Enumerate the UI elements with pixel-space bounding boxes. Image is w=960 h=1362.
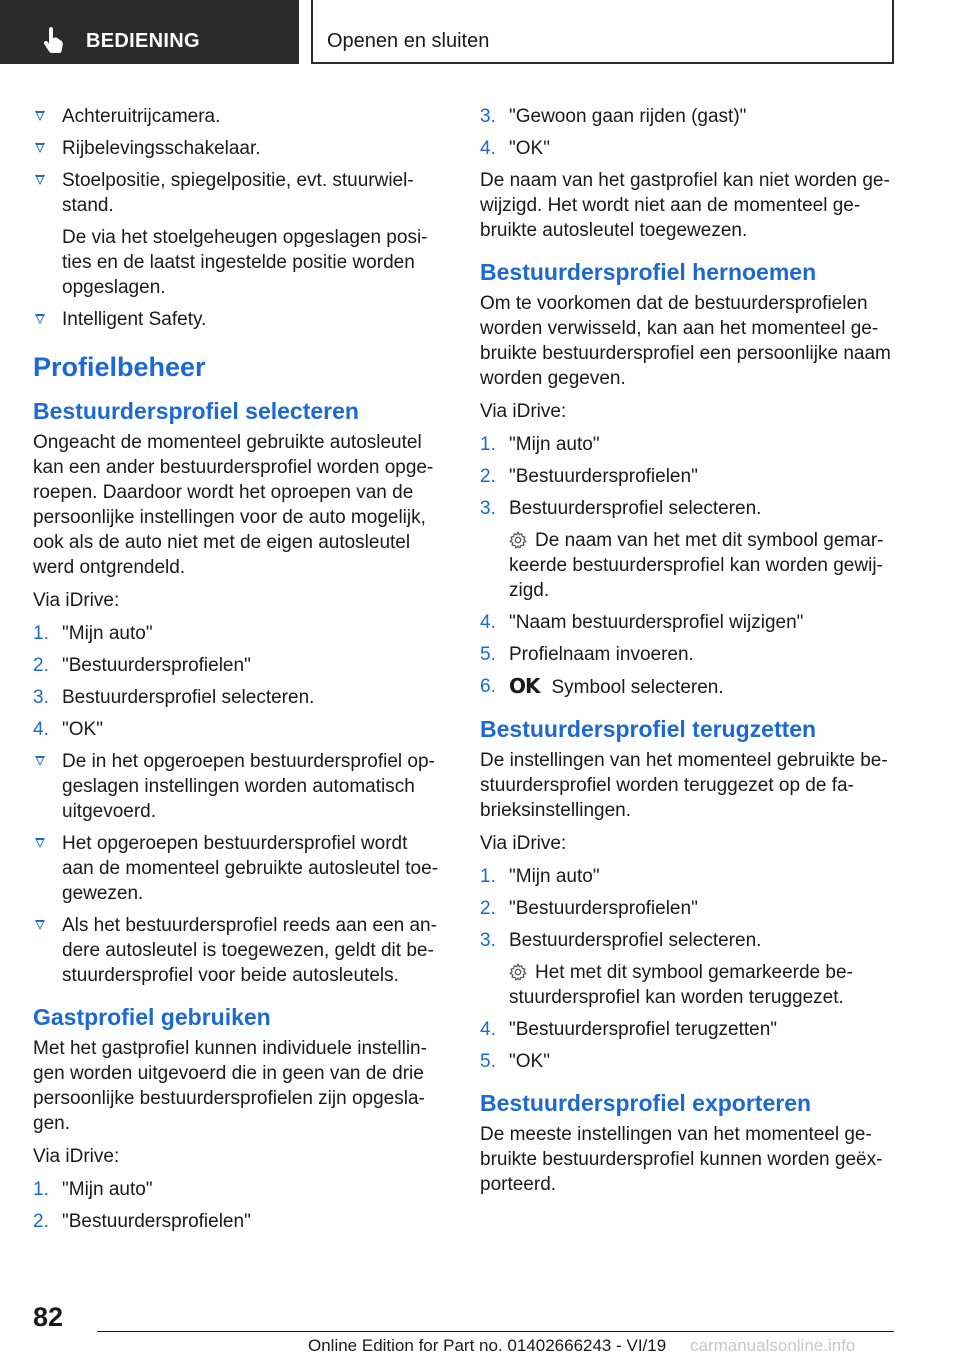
step-item <box>33 1177 441 1202</box>
gear-icon <box>509 963 527 981</box>
list-item-subtext: De via het stoelgeheugen opgeslagen posi-ties en de laatst ingestelde positie worden opgeslagen. <box>62 227 428 298</box>
step-text: Bestuurdersprofiel selecteren. <box>509 930 762 951</box>
step-item <box>480 136 894 161</box>
bullet-triangle-icon <box>35 175 45 185</box>
list-item <box>33 307 441 332</box>
step-item <box>480 1049 894 1074</box>
step-item <box>480 642 894 667</box>
heading-profiel-terugzetten: Bestuurdersprofiel terugzetten <box>480 716 817 742</box>
page-number: 82 <box>33 1302 64 1332</box>
step-number: 4. <box>480 138 496 159</box>
chapter-header <box>311 0 894 64</box>
list-item-text: De in het opgeroepen bestuurdersprofiel op-geslagen instellingen worden automatisch uitgevoerd. <box>62 751 435 822</box>
step-note <box>480 960 894 1010</box>
via-idrive-label: Via iDrive: <box>33 590 120 611</box>
list-item <box>33 831 441 906</box>
step-text: Symbool selecteren. <box>551 677 724 698</box>
list-item-text: Intelligent Safety. <box>62 309 207 330</box>
step-item <box>33 685 441 710</box>
list-item-text: Het opgeroepen bestuurdersprofiel wordt aan de momenteel gebruikte autosleutel toe-gewezen. <box>62 833 439 904</box>
list-item <box>33 913 441 988</box>
step-text: "Bestuurdersprofielen" <box>509 466 698 487</box>
paragraph: De instellingen van het momenteel gebruikte be-stuurdersprofiel worden teruggezet op de fa-brieksinstellingen. <box>480 750 888 821</box>
step-text: "OK" <box>509 138 550 159</box>
heading-gastprofiel: Gastprofiel gebruiken <box>33 1004 271 1030</box>
step-number: 3. <box>33 687 49 708</box>
step-number: 2. <box>33 1211 49 1232</box>
step-number: 3. <box>480 930 496 951</box>
step-item <box>480 496 894 521</box>
step-item <box>480 464 894 489</box>
paragraph: Ongeacht de momenteel gebruikte autosleutel kan een ander bestuurdersprofiel worden opge-roepen. Daardoor wordt het oproepen van de persoonlijke instellingen voor de auto mogelijk, ook als de auto niet met de eigen autosleutel werd ontgrendeld. <box>33 432 434 578</box>
step-number: 6. <box>480 676 496 697</box>
paragraph: De naam van het gastprofiel kan niet worden ge-wijzigd. Het wordt niet aan de momenteel ge-bruikte autosleutel toegewezen. <box>480 170 890 241</box>
step-number: 4. <box>33 719 49 740</box>
step-text: "Bestuurdersprofiel terugzetten" <box>509 1019 778 1040</box>
via-idrive-label: Via iDrive: <box>480 401 567 422</box>
step-text: "Mijn auto" <box>509 866 600 887</box>
step-number: 4. <box>480 612 496 633</box>
step-text: "Naam bestuurdersprofiel wijzigen" <box>509 612 804 633</box>
step-item <box>480 928 894 953</box>
step-text: Bestuurdersprofiel selecteren. <box>62 687 315 708</box>
heading-profiel-exporteren: Bestuurdersprofiel exporteren <box>480 1090 812 1116</box>
paragraph: Om te voorkomen dat de bestuurdersprofielen worden verwisseld, kan aan het momenteel ge-bruikte bestuurdersprofiel een persoonlijke naam worden gegeven. <box>480 293 891 389</box>
step-item <box>480 1017 894 1042</box>
heading-profielbeheer: Profielbeheer <box>33 352 206 382</box>
step-note-text: De naam van het met dit symbool gemar-keerde bestuurdersprofiel kan worden gewij-zigd. <box>509 530 884 601</box>
list-item <box>33 168 441 218</box>
step-text: "Bestuurdersprofielen" <box>62 655 251 676</box>
list-item <box>33 749 441 824</box>
list-item <box>33 136 441 161</box>
step-item <box>480 674 894 700</box>
step-item <box>33 717 441 742</box>
chapter-title: Openen en sluiten <box>327 30 490 52</box>
left-column <box>33 104 441 1241</box>
step-number: 3. <box>480 106 496 127</box>
step-item <box>33 621 441 646</box>
list-item-text: Rijbelevingsschakelaar. <box>62 138 261 159</box>
step-number: 1. <box>33 623 49 644</box>
heading-profiel-selecteren: Bestuurdersprofiel selecteren <box>33 398 359 424</box>
footer-edition: Online Edition for Part no. 01402666243 - VI/19 <box>308 1336 667 1355</box>
step-text: "Gewoon gaan rijden (gast)" <box>509 106 747 127</box>
step-text: "Bestuurdersprofielen" <box>509 898 698 919</box>
step-number: 1. <box>33 1179 49 1200</box>
via-idrive-label: Via iDrive: <box>480 833 567 854</box>
step-item <box>480 104 894 129</box>
step-item <box>480 864 894 889</box>
step-text: "Mijn auto" <box>62 1179 153 1200</box>
step-number: 1. <box>480 866 496 887</box>
heading-profiel-hernoemen: Bestuurdersprofiel hernoemen <box>480 259 817 285</box>
step-note <box>480 528 894 603</box>
step-text: "OK" <box>62 719 103 740</box>
paragraph: De meeste instellingen van het momenteel ge-bruikte bestuurdersprofiel kunnen worden geëx-porteerd. <box>480 1124 883 1195</box>
list-item-text: Als het bestuurdersprofiel reeds aan een an-dere autosleutel is toegewezen, geldt dit be-stuurdersprofiel voor beide autosleutels. <box>62 915 437 986</box>
step-number: 5. <box>480 1051 496 1072</box>
step-number: 1. <box>480 434 496 455</box>
list-item-text: Stoelpositie, spiegelpositie, evt. stuurwiel-stand. <box>62 170 414 216</box>
step-number: 2. <box>33 655 49 676</box>
section-tab <box>0 0 299 64</box>
step-text: "Mijn auto" <box>62 623 153 644</box>
step-item <box>33 653 441 678</box>
step-number: 3. <box>480 498 496 519</box>
step-text: Profielnaam invoeren. <box>509 644 694 665</box>
bullet-triangle-icon <box>35 838 45 848</box>
footer-divider <box>97 1331 894 1332</box>
step-number: 4. <box>480 1019 496 1040</box>
bullet-triangle-icon <box>35 143 45 153</box>
bullet-triangle-icon <box>35 314 45 324</box>
step-note-text: Het met dit symbool gemarkeerde be-stuurdersprofiel kan worden teruggezet. <box>509 962 853 1008</box>
list-item-text: Achteruitrijcamera. <box>62 106 221 127</box>
watermark: carmanualsonline.info <box>690 1336 856 1355</box>
list-item <box>33 104 441 129</box>
step-number: 5. <box>480 644 496 665</box>
gear-icon <box>509 531 527 549</box>
section-label: BEDIENING <box>86 30 200 52</box>
step-text: "Mijn auto" <box>509 434 600 455</box>
bullet-triangle-icon <box>35 756 45 766</box>
bullet-triangle-icon <box>35 920 45 930</box>
step-item <box>480 610 894 635</box>
step-item <box>480 896 894 921</box>
step-text: "Bestuurdersprofielen" <box>62 1211 251 1232</box>
step-text: Bestuurdersprofiel selecteren. <box>509 498 762 519</box>
step-item <box>33 1209 441 1234</box>
step-number: 2. <box>480 466 496 487</box>
hand-touch-icon <box>40 27 66 55</box>
step-text: "OK" <box>509 1051 550 1072</box>
right-column <box>480 104 894 1205</box>
paragraph: Met het gastprofiel kunnen individuele instellin-gen worden uitgevoerd die in geen van de drie persoonlijke bestuurdersprofielen zijn opgesla-gen. <box>33 1038 427 1134</box>
via-idrive-label: Via iDrive: <box>33 1146 120 1167</box>
step-item <box>480 432 894 457</box>
bullet-triangle-icon <box>35 111 45 121</box>
ok-symbol-icon: OK <box>509 674 540 698</box>
step-number: 2. <box>480 898 496 919</box>
